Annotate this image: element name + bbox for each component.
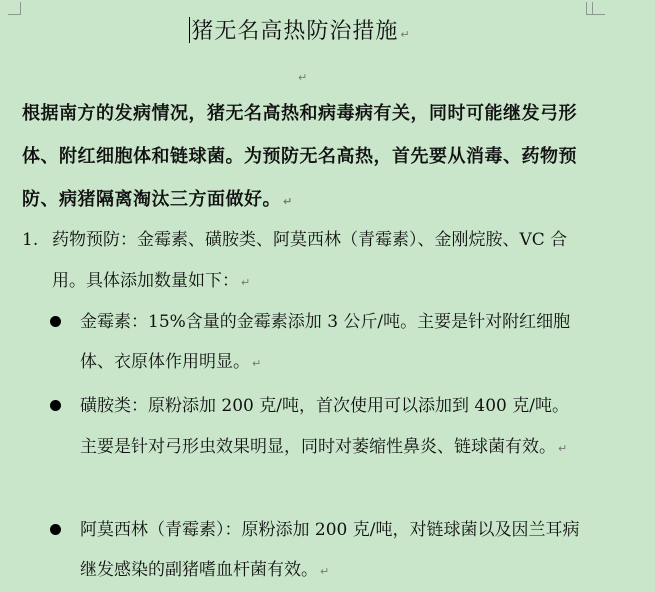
bullet-dot-icon xyxy=(50,316,61,327)
paragraph-mark-icon: ↵ xyxy=(320,565,330,578)
document-title[interactable]: 猪无名高热防治措施 ↵ xyxy=(191,19,411,44)
list-number: 1. xyxy=(22,230,39,250)
bullet-item[interactable]: 阿莫西林（青霉素）：原粉添加 200 克/吨，对链球菌以及因兰耳病继发感染的副猪嗜血杆菌有效。 ↵ xyxy=(50,510,580,592)
numbered-item-1[interactable] xyxy=(22,220,582,303)
numbered-item-text: 药物预防：金霉素、磺胺类、阿莫西林（青霉素）、金刚烷胺、VC 合用。具体添加数量如下： xyxy=(52,230,568,291)
paragraph-mark-icon: ↵ xyxy=(252,357,262,370)
paragraph-mark-icon: ↵ xyxy=(241,276,251,289)
paragraph-mark-icon: ↵ xyxy=(558,442,568,455)
intro-paragraph[interactable]: 根据南方的发病情况，猪无名高热和病毒病有关，同时可能继发弓形体、附红细胞体和链球菌。为预防无名高热，首先要从消毒、药物预防、病猪隔离淘汰三方面做好。 ↵ xyxy=(22,103,577,210)
bullet-item[interactable]: 磺胺类：原粉添加 200 克/吨，首次使用可以添加到 400 克/吨。主要是针对弓形虫效果明显，同时对萎缩性鼻炎、链球菌有效。 ↵ xyxy=(50,386,580,469)
paragraph-mark-icon: ↵ xyxy=(298,71,308,84)
bullet-dot-icon xyxy=(50,400,61,411)
bullet-dot-icon xyxy=(50,524,61,535)
paragraph-mark-icon: ↵ xyxy=(283,195,293,208)
empty-paragraph[interactable] xyxy=(296,66,307,85)
bullet-item[interactable]: 金霉素：15%含量的金霉素添加 3 公斤/吨。主要是针对附红细胞体、衣原体作用明显。 ↵ xyxy=(50,302,580,384)
paragraph-mark-icon: ↵ xyxy=(400,28,411,41)
